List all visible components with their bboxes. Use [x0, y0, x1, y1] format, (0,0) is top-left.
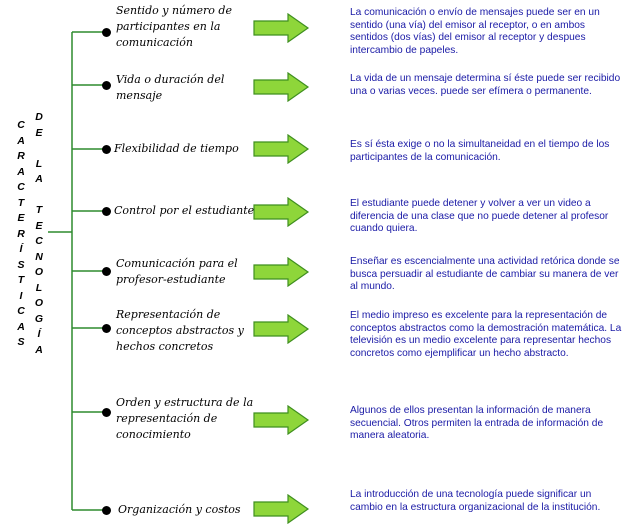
node-dot [102, 81, 111, 90]
description-text: La introducción de una tecnología puede significar un cambio en la estructura organizacional de la institución. [350, 489, 601, 513]
label-line: Orden y estructura de la [116, 396, 254, 409]
title-letter: I [19, 289, 23, 302]
description-text: El medio impreso es excelente para la representación de conceptos abstractos como la demostración matemática. La televisión es un medio excelente para representar hechos concretos como ejemplificar un hecho abstracto. [350, 310, 622, 359]
node-dot [102, 28, 111, 37]
title-letter: E [35, 219, 43, 232]
label-line: Control por el estudiante [114, 204, 255, 217]
title-letter: L [35, 281, 43, 294]
arrow-icon [252, 13, 310, 43]
title-letter: C [17, 305, 25, 317]
label-line: conocimiento [116, 428, 191, 441]
title-letter: C [17, 181, 25, 193]
characteristic-label [114, 203, 254, 219]
title-letter: E [35, 126, 43, 139]
title-letter: T [17, 274, 25, 286]
arrow-icon [252, 197, 310, 227]
description-text: Es sí ésta exige o no la simultaneidad en el tiempo de los participantes de la comunicación. [350, 139, 610, 163]
label-line: hechos concretos [116, 340, 214, 353]
characteristic-label [114, 141, 239, 157]
arrow-icon [252, 134, 310, 164]
title-letter: A [17, 320, 25, 333]
title-letter: G [34, 312, 44, 325]
node-dot [102, 506, 111, 515]
arrow-icon [252, 257, 310, 287]
title-letter: A [35, 343, 43, 356]
characteristic-label [118, 502, 241, 518]
characteristic-label [116, 307, 244, 355]
label-line: Sentido y número de [116, 4, 232, 17]
title-letter: O [34, 297, 44, 309]
label-line: mensaje [116, 89, 163, 102]
arrow-icon [252, 72, 310, 102]
label-line: Organización y costos [118, 503, 241, 516]
title-de-la-tecnologia [32, 110, 46, 358]
title-letter: R [17, 150, 25, 162]
title-letter: S [17, 258, 25, 271]
arrow-icon [252, 314, 310, 344]
label-line: Vida o duración del [116, 73, 225, 86]
label-line: comunicación [116, 36, 194, 49]
arrow-icon [252, 494, 310, 524]
node-dot [102, 408, 111, 417]
description-text: El estudiante puede detener y volver a ver un video a diferencia de una clase que no puede detener al profesor cuando quiera. [350, 198, 609, 235]
characteristic-label [116, 395, 253, 443]
label-line: profesor-estudiante [116, 273, 226, 286]
description-text: La comunicación o envío de mensajes puede ser en un sentido (una vía) del emisor al receptor, o en ambos sentidos (dos vías) del emisor al receptor y despues intercambio de papeles. [350, 7, 600, 56]
title-letter: N [35, 250, 43, 263]
title-letter: T [17, 196, 25, 209]
description-text: Algunos de ellos presentan la información de manera secuencial. Otros permiten la entrada de información de manera aleatoria. [350, 405, 604, 442]
label-line: representación de [116, 412, 218, 425]
node-dot [102, 267, 111, 276]
characteristic-label [116, 72, 224, 104]
characteristic-label [116, 3, 232, 51]
title-letter: C [35, 235, 43, 247]
title-letter: O [34, 266, 44, 278]
label-line: Representación de [116, 308, 221, 321]
label-line: conceptos abstractos y [116, 324, 244, 337]
description-text: Enseñar es escencialmente una actividad retórica donde se busca persuadir al estudiante de cambiar su manera de ver al mundo. [350, 256, 620, 293]
title-letter: A [17, 134, 25, 147]
arrow-icon [252, 405, 310, 435]
title-letter: L [35, 157, 43, 170]
title-letter: C [17, 119, 25, 131]
label-line: Flexibilidad de tiempo [114, 142, 239, 155]
title-letter: R [17, 227, 25, 240]
title-letter: D [35, 111, 43, 123]
node-dot [102, 145, 111, 154]
title-letter: S [17, 336, 25, 348]
title-letter: Í [19, 243, 23, 255]
title-letter: Í [37, 328, 41, 340]
title-letter: T [35, 204, 43, 216]
title-letter: A [35, 173, 43, 185]
title-letter: E [17, 212, 25, 224]
label-line: participantes en la [116, 20, 221, 33]
title-caracteristicas [14, 118, 28, 351]
node-dot [102, 207, 111, 216]
description-text: La vida de un mensaje determina sí éste puede ser recibido una o varias veces. puede ser efímera o permanente. [350, 73, 621, 97]
title-letter: A [17, 165, 25, 178]
node-dot [102, 324, 111, 333]
label-line: Comunicación para el [116, 257, 238, 270]
characteristic-label [116, 256, 238, 288]
